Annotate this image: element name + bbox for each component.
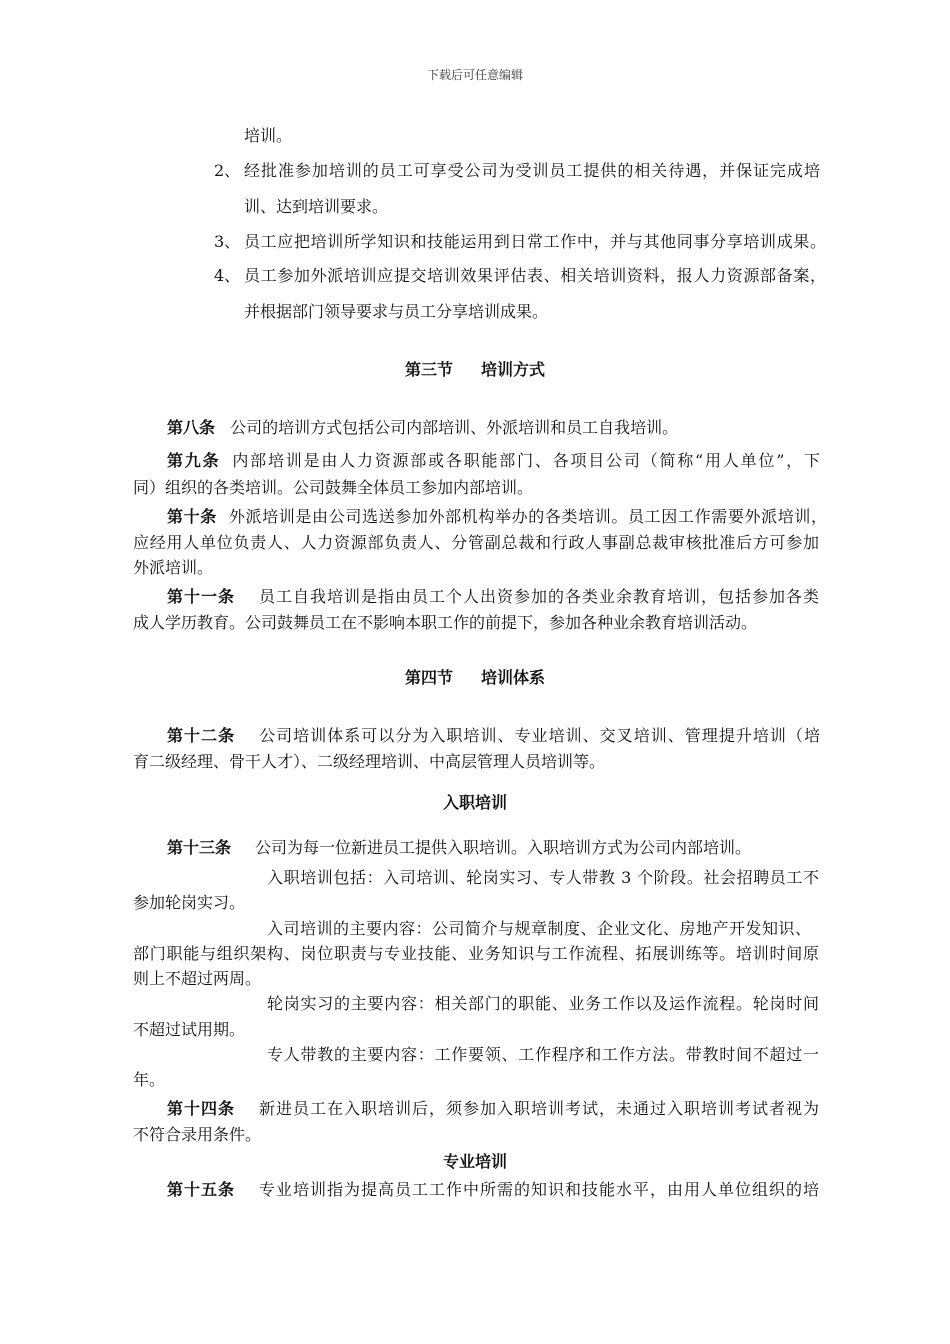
article-15-label: 第十五条 [167, 1180, 235, 1199]
list-number-4: 4、 [214, 266, 241, 285]
section-3-name: 培训方式 [481, 360, 546, 379]
orientation-content-line-2: 部门职能与组织架构、岗位职责与专业技能、业务知识与工作流程、拓展训练等。培训时间原 [133, 944, 819, 963]
article-11-label: 第十一条 [167, 587, 235, 606]
onboarding-stages-line-2: 参加轮岗实习。 [133, 893, 246, 912]
article-10-line-1 [167, 507, 827, 527]
article-8-label: 第八条 [167, 418, 216, 437]
mentoring-content-line-1: 专人带教的主要内容：工作要领、工作程序和工作方法。带教时间不超过一 [267, 1045, 819, 1064]
list-number-3: 3、 [214, 232, 241, 251]
article-10-line-2: 应经用人单位负责人、人力资源部负责人、分管副总裁和行政人事副总裁审核批准后方可参加 [133, 533, 819, 552]
article-14-line-1 [167, 1099, 819, 1119]
list-item-4-line-1: 员工参加外派培训应提交培训效果评估表、相关培训资料，报人力资源部备案， [244, 266, 826, 285]
section-4-number: 第四节 [404, 668, 453, 687]
subsection-professional-title: 专业培训 [442, 1152, 507, 1171]
list-number-2: 2、 [214, 161, 241, 180]
article-9-text: 内部培训是由人力资源部或各职能部门、各项目公司（简称“用人单位”，下 [232, 451, 820, 470]
orientation-content-line-3: 则上不超过两周。 [133, 969, 262, 988]
rotation-content-line-2: 不超过试用期。 [133, 1020, 246, 1039]
list-item-3: 员工应把培训所学知识和技能运用到日常工作中，并与其他同事分享培训成果。 [244, 232, 826, 251]
article-11-text: 员工自我培训是指由员工个人出资参加的各类业余教育培训，包括参加各类 [259, 587, 819, 606]
onboarding-stages-line-1: 入职培训包括：入司培训、轮岗实习、专人带教 3 个阶段。社会招聘员工不 [267, 868, 819, 887]
article-13-label: 第十三条 [167, 838, 232, 857]
article-9-line-1 [167, 451, 820, 471]
article-9-label: 第九条 [167, 451, 221, 470]
article-13 [167, 838, 751, 858]
section-3-title [0, 360, 950, 380]
article-11-line-1 [167, 587, 819, 607]
article-12-line-2: 育二级经理、骨干人才）、二级经理培训、中高层管理人员培训等。 [133, 752, 606, 771]
article-14-text: 新进员工在入职培训后，须参加入职培训考试，未通过入职培训考试者视为 [259, 1099, 819, 1118]
article-9-line-2: 同）组织的各类培训。公司鼓舞全体员工参加内部培训。 [133, 478, 534, 497]
article-10-line-3: 外派培训。 [133, 558, 214, 577]
article-15-text: 专业培训指为提高员工工作中所需的知识和技能水平，由用人单位组织的培 [259, 1180, 819, 1199]
rotation-content-line-1: 轮岗实习的主要内容：相关部门的职能、业务工作以及运作流程。轮岗时间 [267, 994, 819, 1013]
article-10-label: 第十条 [167, 507, 217, 526]
article-13-text: 公司为每一位新进员工提供入职培训。入职培训方式为公司内部培训。 [255, 838, 752, 857]
article-14-label: 第十四条 [167, 1099, 235, 1118]
section-4-title [0, 668, 950, 688]
list-item-1-continuation: 培训。 [244, 126, 293, 145]
mentoring-content-line-2: 年。 [133, 1070, 166, 1089]
article-12-line-1 [167, 726, 820, 746]
article-8-text: 公司的培训方式包括公司内部培训、外派培训和员工自我培训。 [230, 418, 679, 437]
article-15-line-1 [167, 1180, 819, 1200]
article-12-text: 公司培训体系可以分为入职培训、专业培训、交叉培训、管理提升培训（培 [259, 726, 820, 745]
article-14-line-2: 不符合录用条件。 [133, 1125, 262, 1144]
section-3-number: 第三节 [404, 360, 453, 379]
article-8 [167, 418, 678, 438]
article-10-text: 外派培训是由公司选送参加外部机构举办的各类培训。员工因工作需要外派培训， [228, 507, 827, 526]
list-item-2-line-1: 经批准参加培训的员工可享受公司为受训员工提供的相关待遇，并保证完成培 [244, 161, 820, 180]
subsection-onboarding-title: 入职培训 [442, 793, 507, 812]
article-12-label: 第十二条 [167, 726, 236, 745]
orientation-content-line-1: 入司培训的主要内容：公司简介与规章制度、企业文化、房地产开发知识、 [267, 919, 811, 938]
list-item-4-line-2: 并根据部门领导要求与员工分享培训成果。 [244, 302, 549, 321]
article-11-line-2: 成人学历教育。公司鼓舞员工在不影响本职工作的前提下，参加各种业余教育培训活动。 [133, 613, 758, 632]
section-4-name: 培训体系 [481, 668, 546, 687]
list-item-2-line-2: 训、达到培训要求。 [244, 197, 389, 216]
page-header: 下载后可任意编辑 [426, 68, 523, 82]
